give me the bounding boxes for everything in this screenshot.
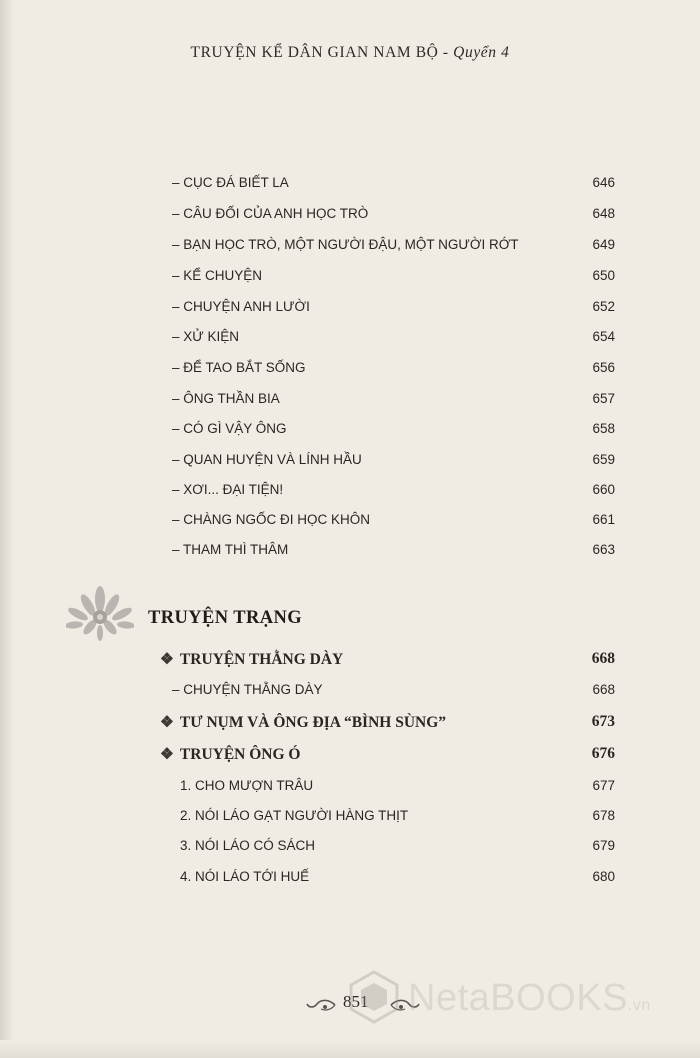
toc-entry-label: – XỬ KIỆN	[172, 329, 240, 344]
toc-entry-page: 659	[592, 452, 615, 467]
story-heading-label: TRUYỆN ÔNG Ó	[179, 746, 301, 763]
header-book-title: TRUYỆN KỂ DÂN GIAN NAM BỘ -	[190, 44, 454, 61]
toc-entry	[0, 869, 700, 893]
toc-entry-page: 661	[592, 512, 615, 527]
diamond-bullet-icon: ❖	[160, 714, 174, 731]
toc-entry-label: – KỂ CHUYỆN	[172, 268, 263, 283]
toc-entry	[0, 808, 700, 832]
toc-entry-label: – CÓ GÌ VẬY ÔNG	[172, 421, 287, 436]
toc-entry-page: 658	[592, 421, 615, 436]
toc-entry-page: 648	[592, 206, 615, 221]
toc-entry-label: – XƠI... ĐẠI TIỆN!	[172, 482, 284, 497]
toc-entry-label: – ÔNG THẦN BIA	[172, 391, 280, 406]
toc-entry-page: 646	[592, 175, 615, 190]
watermark-brand-text: NetaBOOKS	[408, 977, 628, 1019]
diamond-bullet-icon: ❖	[160, 651, 174, 668]
toc-entry	[0, 682, 700, 706]
toc-entry-label: – CHUYỆN THẰNG DÀY	[172, 682, 323, 697]
toc-entry	[0, 268, 700, 292]
story-heading	[0, 745, 700, 769]
running-header	[0, 44, 700, 62]
toc-entry-page: 650	[592, 268, 615, 283]
toc-entry-label: – CHÀNG NGỐC ĐI HỌC KHÔN	[172, 512, 371, 527]
header-volume: Quyển 4	[453, 44, 510, 61]
toc-entry-label: 2. NÓI LÁO GẠT NGƯỜI HÀNG THỊT	[180, 808, 409, 823]
toc-entry	[0, 778, 700, 802]
diamond-bullet-icon: ❖	[160, 746, 174, 763]
toc-entry	[0, 838, 700, 862]
toc-entry-page: 668	[592, 682, 615, 697]
watermark-brand	[408, 977, 651, 1020]
toc-entry-page: 677	[592, 778, 615, 793]
toc-entry-label: – THAM THÌ THÂM	[172, 542, 289, 557]
toc-entry	[0, 237, 700, 261]
toc-entry-page: 679	[592, 838, 615, 853]
toc-entry	[0, 299, 700, 323]
toc-entry	[0, 482, 700, 506]
section-title-text: TRUYỆN TRẠNG	[148, 608, 303, 628]
left-flourish-icon	[305, 997, 337, 1013]
toc-entry	[0, 329, 700, 353]
toc-entry	[0, 452, 700, 476]
toc-entry	[0, 421, 700, 445]
toc-entry	[0, 391, 700, 415]
toc-entry-page: 652	[592, 299, 615, 314]
story-heading-label: TRUYỆN THẰNG DÀY	[179, 651, 344, 668]
story-heading-page: 668	[591, 650, 615, 667]
page-bottom-shadow	[0, 1040, 700, 1058]
toc-entry-label: – CHUYỆN ANH LƯỜI	[172, 299, 310, 314]
toc-entry	[0, 206, 700, 230]
toc-entry-page: 660	[592, 482, 615, 497]
toc-entry-page: 680	[592, 869, 615, 884]
story-heading-page: 673	[591, 713, 615, 730]
toc-entry	[0, 360, 700, 384]
toc-entry-page: 654	[592, 329, 615, 344]
toc-entry-label: 1. CHO MƯỢN TRÂU	[180, 778, 314, 793]
toc-entry-label: 3. NÓI LÁO CÓ SÁCH	[180, 838, 316, 853]
story-heading-page: 676	[591, 745, 615, 762]
toc-entry-page: 657	[592, 391, 615, 406]
watermark	[340, 965, 670, 1027]
section-title	[148, 608, 302, 629]
toc-entry-page: 656	[592, 360, 615, 375]
toc-entry-label: – QUAN HUYỆN VÀ LÍNH HẦU	[172, 452, 362, 467]
netabooks-logo-icon	[346, 969, 402, 1025]
toc-entry-label: – CỤC ĐÁ BIẾT LA	[172, 175, 289, 190]
toc-entry	[0, 512, 700, 536]
lotus-ornament-icon	[66, 585, 134, 643]
watermark-suffix: .vn	[627, 997, 651, 1014]
toc-entry-label: – CÂU ĐỐI CỦA ANH HỌC TRÒ	[172, 206, 369, 221]
story-heading-label: TƯ NỤM VÀ ÔNG ĐỊA “BÌNH SÙNG”	[179, 714, 447, 731]
toc-entry	[0, 175, 700, 199]
toc-entry-page: 678	[592, 808, 615, 823]
toc-entry-page: 649	[592, 237, 615, 252]
toc-entry-label: 4. NÓI LÁO TỚI HUẾ	[180, 869, 310, 884]
toc-entry-page: 663	[592, 542, 615, 557]
toc-entry	[0, 542, 700, 566]
story-heading	[0, 650, 700, 674]
toc-entry-label: – BẠN HỌC TRÒ, MỘT NGƯỜI ĐẬU, MỘT NGƯỜI RỚT	[172, 237, 519, 252]
page-number: 851	[343, 992, 369, 1011]
toc-entry-label: – ĐỂ TAO BẮT SỐNG	[172, 360, 306, 375]
story-heading	[0, 713, 700, 737]
